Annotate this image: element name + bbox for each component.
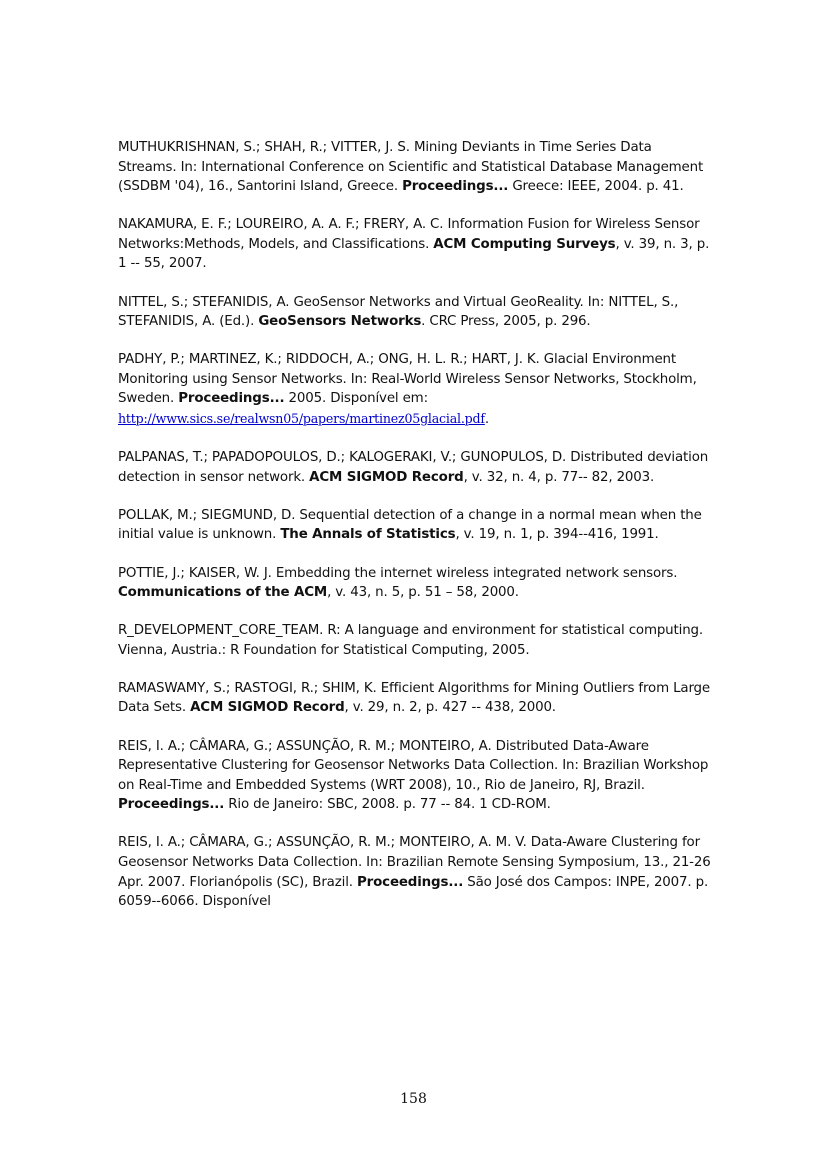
reference-source-title: ACM Computing Surveys [433,236,616,252]
reference-text: RAMASWAMY, S.; RASTOGI, R.; SHIM, K. Efficient Algorithms for Mining Outliers from Large Data Sets. [118,680,710,716]
reference-entry [118,621,713,660]
reference-text: POLLAK, M.; SIEGMUND, D. Sequential detection of a change in a normal mean when the initial value is unknown. [118,507,702,543]
reference-text: PADHY, P.; MARTINEZ, K.; RIDDOCH, A.; ONG, H. L. R.; HART, J. K. Glacial Environment Monitoring using Sensor Networks. In: Real-World Wireless Sensor Networks, Stockholm, Sweden. [118,352,697,407]
reference-entry [118,448,713,487]
reference-text: NITTEL, S.; STEFANIDIS, A. GeoSensor Networks and Virtual GeoReality. In: NITTEL, S., STEFANIDIS, A. (Ed.). [118,294,679,330]
reference-source-title: Proceedings... [178,391,285,407]
reference-list [118,138,713,930]
reference-details: , v. 29, n. 2, p. 427 -- 438, 2000. [344,700,556,716]
reference-source-title: ACM SIGMOD Record [309,469,464,485]
reference-details: , v. 32, n. 4, p. 77-- 82, 2003. [463,469,655,485]
reference-text: POTTIE, J.; KAISER, W. J. Embedding the internet wireless integrated network sensors. [118,565,678,581]
reference-details: , v. 39, n. 3, p. 1 -- 55, 2007. [118,236,710,272]
reference-text: MUTHUKRISHNAN, S.; SHAH, R.; VITTER, J. S. Mining Deviants in Time Series Data Streams. In: International Conference on Scientific and Statistical Database Management (SSDBM '04), 16., Santorini Island, Greece. [118,140,704,195]
reference-details: . CRC Press, 2005, p. 296. [421,314,591,330]
reference-details: 2005. Disponível em: [284,391,428,407]
reference-source-title: The Annals of Statistics [280,527,456,543]
reference-entry [118,833,713,911]
reference-details: Rio de Janeiro: SBC, 2008. p. 77 -- 84. 1 CD-ROM. [224,797,551,813]
reference-entry [118,138,713,197]
reference-text: R_DEVELOPMENT_CORE_TEAM. R: A language and environment for statistical computing. Vienna, Austria.: R Foundation for Statistical Computing, 2005. [118,623,703,658]
reference-entry [118,679,713,718]
reference-source-title: Communications of the ACM [118,585,328,601]
reference-entry [118,350,713,429]
reference-details: Greece: IEEE, 2004. p. 41. [508,179,684,195]
reference-text: PALPANAS, T.; PAPADOPOULOS, D.; KALOGERAKI, V.; GUNOPULOS, D. Distributed deviation detection in sensor network. [118,450,709,485]
reference-details-end: . [484,412,489,428]
reference-url-link[interactable]: http://www.sics.se/realwsn05/papers/martinez05glacial.pdf [118,411,485,427]
page-number: 158 [400,1091,427,1107]
reference-source-title: Proceedings... [118,797,225,813]
reference-source-title: Proceedings... [356,874,464,890]
reference-entry [118,737,713,815]
reference-entry [118,293,713,332]
reference-entry [118,215,713,274]
reference-details: , v. 43, n. 5, p. 51 – 58, 2000. [327,585,519,601]
reference-details: São José dos Campos: INPE, 2007. p. 6059--6066. Disponível [118,874,709,910]
reference-entry [118,506,713,545]
reference-source-title: GeoSensors Networks [258,314,422,330]
reference-source-title: ACM SIGMOD Record [190,700,345,716]
reference-text: REIS, I. A.; CÂMARA, G.; ASSUNÇÃO, R. M.; MONTEIRO, A. Distributed Data-Aware Representative Clustering for Geosensor Networks Data Collection. In: Brazilian Workshop on Real-Time and Embedded Systems (WRT 2008), 10., Rio de Janeiro, RJ, Brazil. [118,738,709,793]
reference-text: NAKAMURA, E. F.; LOUREIRO, A. A. F.; FRERY, A. C. Information Fusion for Wireless Sensor Networks:Methods, Models, and Classifications. [118,217,700,252]
reference-entry [118,564,713,603]
reference-text: REIS, I. A.; CÂMARA, G.; ASSUNÇÃO, R. M.; MONTEIRO, A. M. V. Data-Aware Clustering for Geosensor Networks Data Collection. In: Brazilian Remote Sensing Symposium, 13., 21-26 Apr. 2007. Florianópolis (SC), Brazil. [118,835,711,890]
reference-details: , v. 19, n. 1, p. 394--416, 1991. [455,527,659,543]
reference-source-title: Proceedings... [402,179,509,195]
